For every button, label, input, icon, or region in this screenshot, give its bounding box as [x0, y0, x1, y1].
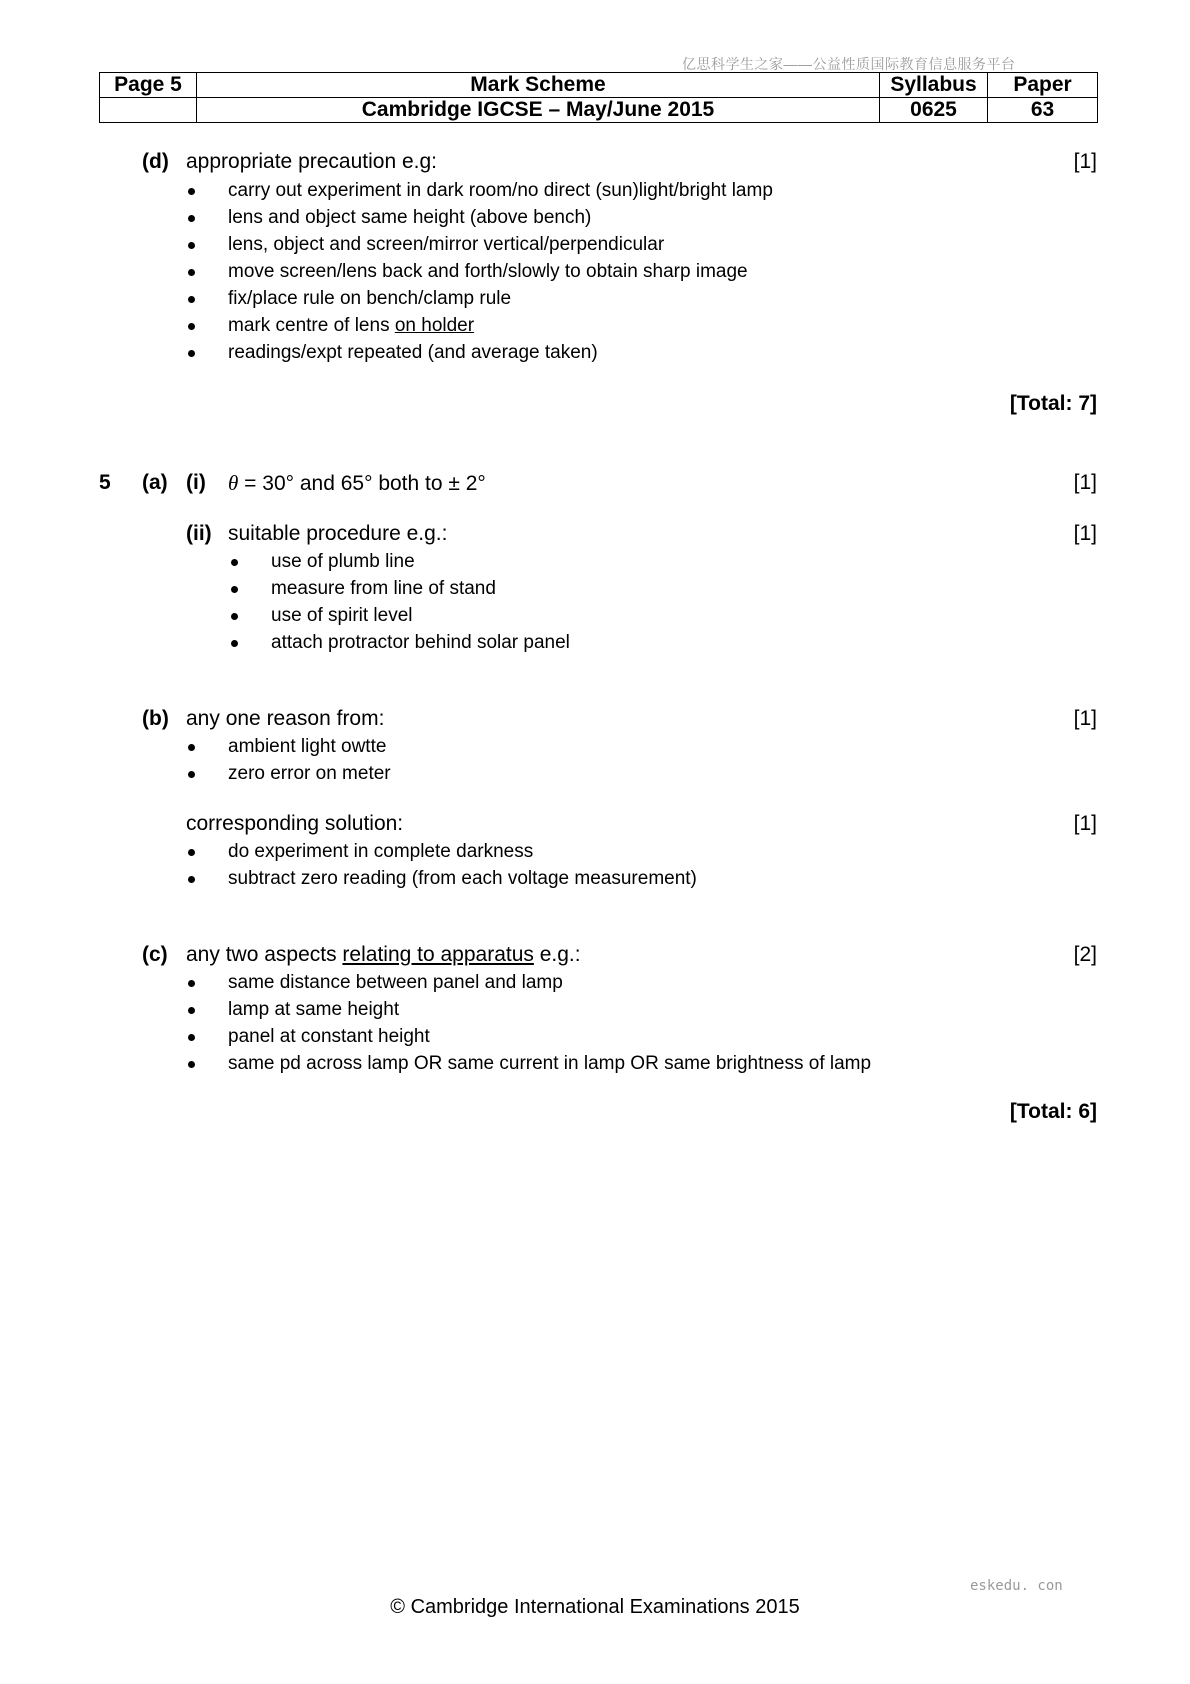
list-item: readings/expt repeated (and average taken) — [228, 342, 773, 369]
list-item: measure from line of stand — [271, 578, 570, 605]
list-item: fix/place rule on bench/clamp rule — [228, 288, 773, 315]
q5b-list — [228, 736, 391, 790]
list-item: subtract zero reading (from each voltage measurement) — [228, 868, 697, 895]
q5c-mark: [2] — [1073, 943, 1097, 966]
paper-label: Paper — [988, 73, 1098, 98]
list-item: lens, object and screen/mirror vertical/perpendicular — [228, 234, 773, 261]
list-item: same distance between panel and lamp — [228, 972, 871, 999]
list-item: use of plumb line — [271, 551, 570, 578]
q5-number: 5 — [99, 471, 111, 494]
list-item: lamp at same height — [228, 999, 871, 1026]
q5ai-answer: = 30° and 65° both to ± 2° — [238, 472, 486, 495]
list-item: carry out experiment in dark room/no direct (sun)light/bright lamp — [228, 180, 773, 207]
list-item: do experiment in complete darkness — [228, 841, 697, 868]
q5b-mark: [1] — [1073, 707, 1097, 730]
q5-total: [Total: 6] — [1009, 1100, 1097, 1123]
underlined-text: on holder — [394, 315, 475, 336]
q5aii-label: (ii) — [186, 522, 212, 545]
q5c-label: (c) — [142, 943, 168, 966]
watermark-top: 亿思科学生之家——公益性质国际教育信息服务平台 — [682, 56, 1016, 72]
syllabus-label: Syllabus — [880, 73, 988, 98]
copyright-footer: © Cambridge International Examinations 2015 — [390, 1596, 800, 1618]
header-empty-cell — [100, 98, 197, 123]
paper-value: 63 — [988, 98, 1098, 123]
q5b-solution-text: corresponding solution: — [186, 812, 404, 835]
watermark-bottom: eskedu. con — [970, 1578, 1063, 1594]
q5ai-text — [228, 471, 486, 496]
list-item: same pd across lamp OR same current in lamp OR same brightness of lamp — [228, 1053, 871, 1080]
syllabus-value: 0625 — [880, 98, 988, 123]
list-item-text: mark centre of lens — [228, 315, 395, 336]
underlined-text: relating to apparatus — [342, 943, 534, 966]
q5b-label: (b) — [142, 707, 169, 730]
q4d-list — [228, 180, 773, 369]
q5b-text: any one reason from: — [186, 707, 385, 730]
list-item: panel at constant height — [228, 1026, 871, 1053]
list-item: attach protractor behind solar panel — [271, 632, 570, 659]
page-number: Page 5 — [100, 73, 197, 98]
q5b-solution-mark: [1] — [1073, 812, 1097, 835]
list-item: lens and object same height (above bench) — [228, 207, 773, 234]
q5aii-text: suitable procedure e.g.: — [228, 522, 448, 545]
q5c-text-pre: any two aspects — [186, 943, 343, 966]
q5b-solution-list — [228, 841, 697, 895]
header-title: Mark Scheme — [197, 73, 880, 98]
list-item: ambient light owtte — [228, 736, 391, 763]
list-item: zero error on meter — [228, 763, 391, 790]
q4d-mark: [1] — [1073, 150, 1097, 173]
q5aii-mark: [1] — [1073, 522, 1097, 545]
theta-symbol: θ — [228, 471, 239, 495]
q5ai-label: (i) — [186, 471, 206, 494]
q4d-label: (d) — [142, 150, 169, 173]
q5c-text — [186, 943, 581, 967]
list-item: use of spirit level — [271, 605, 570, 632]
q4d-text: appropriate precaution e.g: — [186, 150, 438, 173]
q5aii-list — [271, 551, 570, 659]
header-table — [99, 72, 1098, 123]
list-item — [228, 315, 773, 342]
q4-total: [Total: 7] — [1009, 392, 1097, 415]
q5a-label: (a) — [142, 471, 168, 494]
q5ai-mark: [1] — [1073, 471, 1097, 494]
q5c-text-post: e.g.: — [533, 943, 581, 966]
header-subtitle: Cambridge IGCSE – May/June 2015 — [197, 98, 880, 123]
q5c-list — [228, 972, 871, 1080]
list-item: move screen/lens back and forth/slowly to obtain sharp image — [228, 261, 773, 288]
